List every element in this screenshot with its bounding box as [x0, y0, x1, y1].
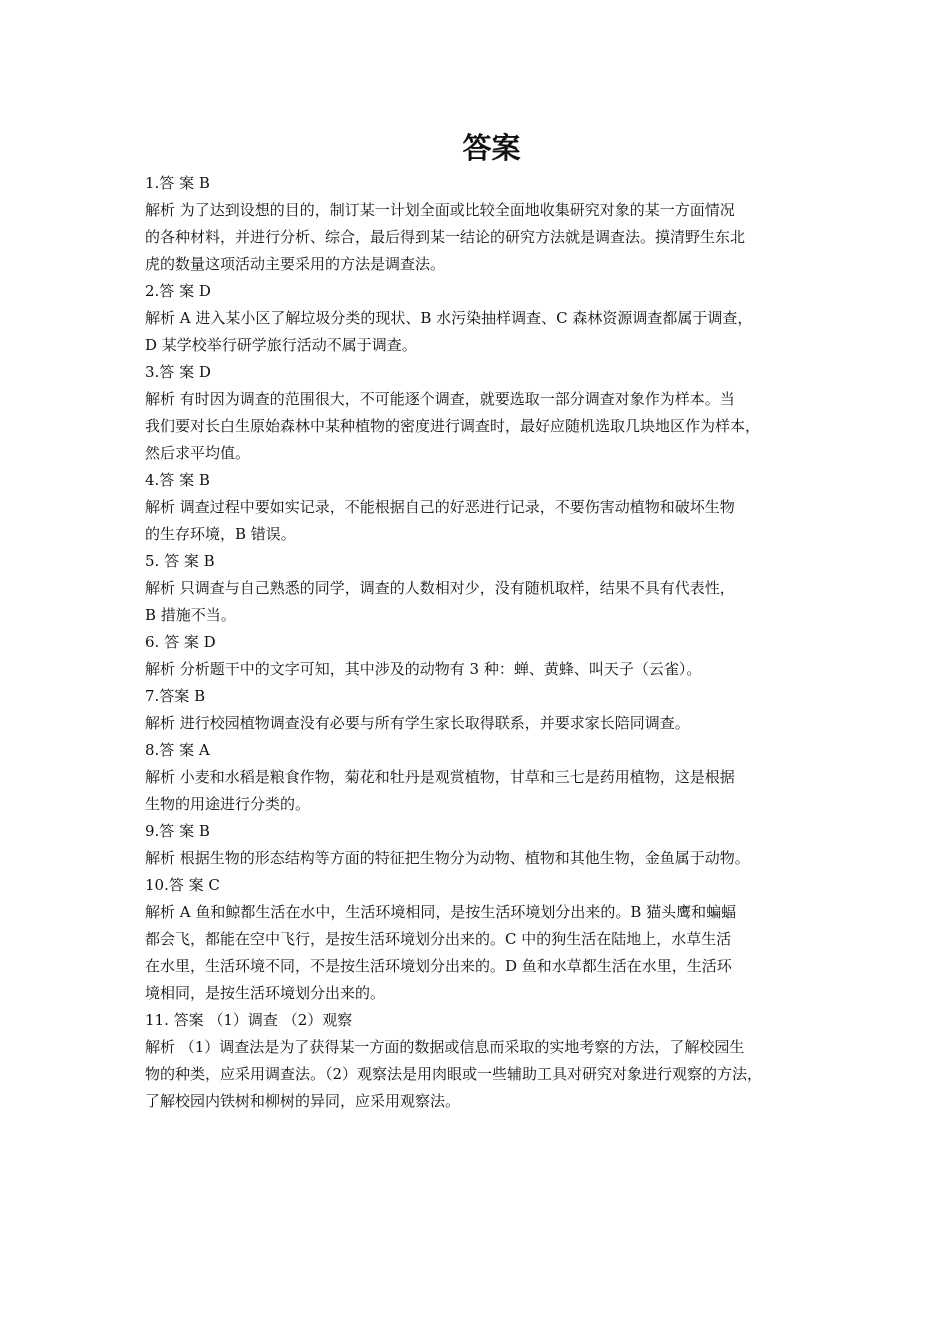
explanation-line: 解析 为了达到设想的目的，制订某一计划全面或比较全面地收集研究对象的某一方面情况 — [145, 201, 735, 219]
explanation-line: 解析 根据生物的形态结构等方面的特征把生物分为动物、植物和其他生物，金鱼属于动物。 — [145, 849, 750, 867]
answer-heading: 10.答 案 C — [145, 876, 220, 894]
explanation-line: 物的种类，应采用调查法。（2）观察法是用肉眼或一些辅助工具对研究对象进行观察的方法， — [145, 1065, 763, 1083]
explanation-line: 虎的数量这项活动主要采用的方法是调查法。 — [145, 255, 446, 273]
explanation-line: 解析 分析题干中的文字可知，其中涉及的动物有 3 种：蝉、黄蜂、叫天子（云雀）。 — [145, 660, 702, 678]
answer-heading: 1.答 案 B — [145, 174, 210, 192]
explanation-line: 境相同，是按生活环境划分出来的。 — [145, 984, 386, 1002]
explanation-line: 解析 A 进入某小区了解垃圾分类的现状、B 水污染抽样调查、C 森林资源调查都属于调查， — [145, 309, 753, 327]
answer-heading: 7.答案 B — [145, 687, 206, 705]
document-page — [145, 128, 830, 1115]
explanation-line: 解析 A 鱼和鲸都生活在水中，生活环境相同，是按生活环境划分出来的。B 猫头鹰和蝙蝠 — [145, 903, 737, 921]
answer-body — [145, 170, 830, 1115]
explanation-line: 我们要对长白生原始森林中某种植物的密度进行调查时，最好应随机选取几块地区作为样本， — [145, 417, 761, 435]
explanation-line: 的各种材料，并进行分析、综合，最后得到某一结论的研究方法就是调查法。摸清野生东北 — [145, 228, 746, 246]
answer-heading: 11. 答案 （1）调查 （2）观察 — [145, 1011, 353, 1029]
explanation-line: 解析 有时因为调查的范围很大，不可能逐个调查，就要选取一部分调查对象作为样本。当 — [145, 390, 735, 408]
explanation-line: 的生存环境，B 错误。 — [145, 525, 296, 543]
answer-heading: 4.答 案 B — [145, 471, 210, 489]
answer-heading: 3.答 案 D — [145, 363, 211, 381]
explanation-line: 解析 调查过程中要如实记录，不能根据自己的好恶进行记录，不要伤害动植物和破坏生物 — [145, 498, 735, 516]
answer-heading: 5. 答 案 B — [145, 552, 215, 570]
page-title: 答案 — [462, 131, 521, 165]
answer-heading: 2.答 案 D — [145, 282, 211, 300]
explanation-line: 解析 小麦和水稻是粮食作物，菊花和牡丹是观赏植物，甘草和三七是药用植物，这是根据 — [145, 768, 735, 786]
explanation-line: 解析 进行校园植物调查没有必要与所有学生家长取得联系，并要求家长陪同调查。 — [145, 714, 690, 732]
explanation-line: 都会飞，都能在空中飞行，是按生活环境划分出来的。C 中的狗生活在陆地上，水草生活 — [145, 930, 732, 948]
explanation-line: 解析 （1）调查法是为了获得某一方面的数据或信息而采取的实地考察的方法，了解校园生 — [145, 1038, 745, 1056]
explanation-line: D 某学校举行研学旅行活动不属于调查。 — [145, 336, 417, 354]
explanation-line: B 措施不当。 — [145, 606, 236, 624]
explanation-line: 在水里，生活环境不同，不是按生活环境划分出来的。D 鱼和水草都生活在水里，生活环 — [145, 957, 732, 975]
explanation-line: 生物的用途进行分类的。 — [145, 795, 311, 813]
answer-heading: 6. 答 案 D — [145, 633, 216, 651]
answer-heading: 8.答 案 A — [145, 741, 210, 759]
explanation-line: 解析 只调查与自己熟悉的同学，调查的人数相对少，没有随机取样，结果不具有代表性， — [145, 579, 735, 597]
explanation-line: 了解校园内铁树和柳树的异同，应采用观察法。 — [145, 1092, 461, 1110]
answer-heading: 9.答 案 B — [145, 822, 210, 840]
explanation-line: 然后求平均值。 — [145, 444, 251, 462]
